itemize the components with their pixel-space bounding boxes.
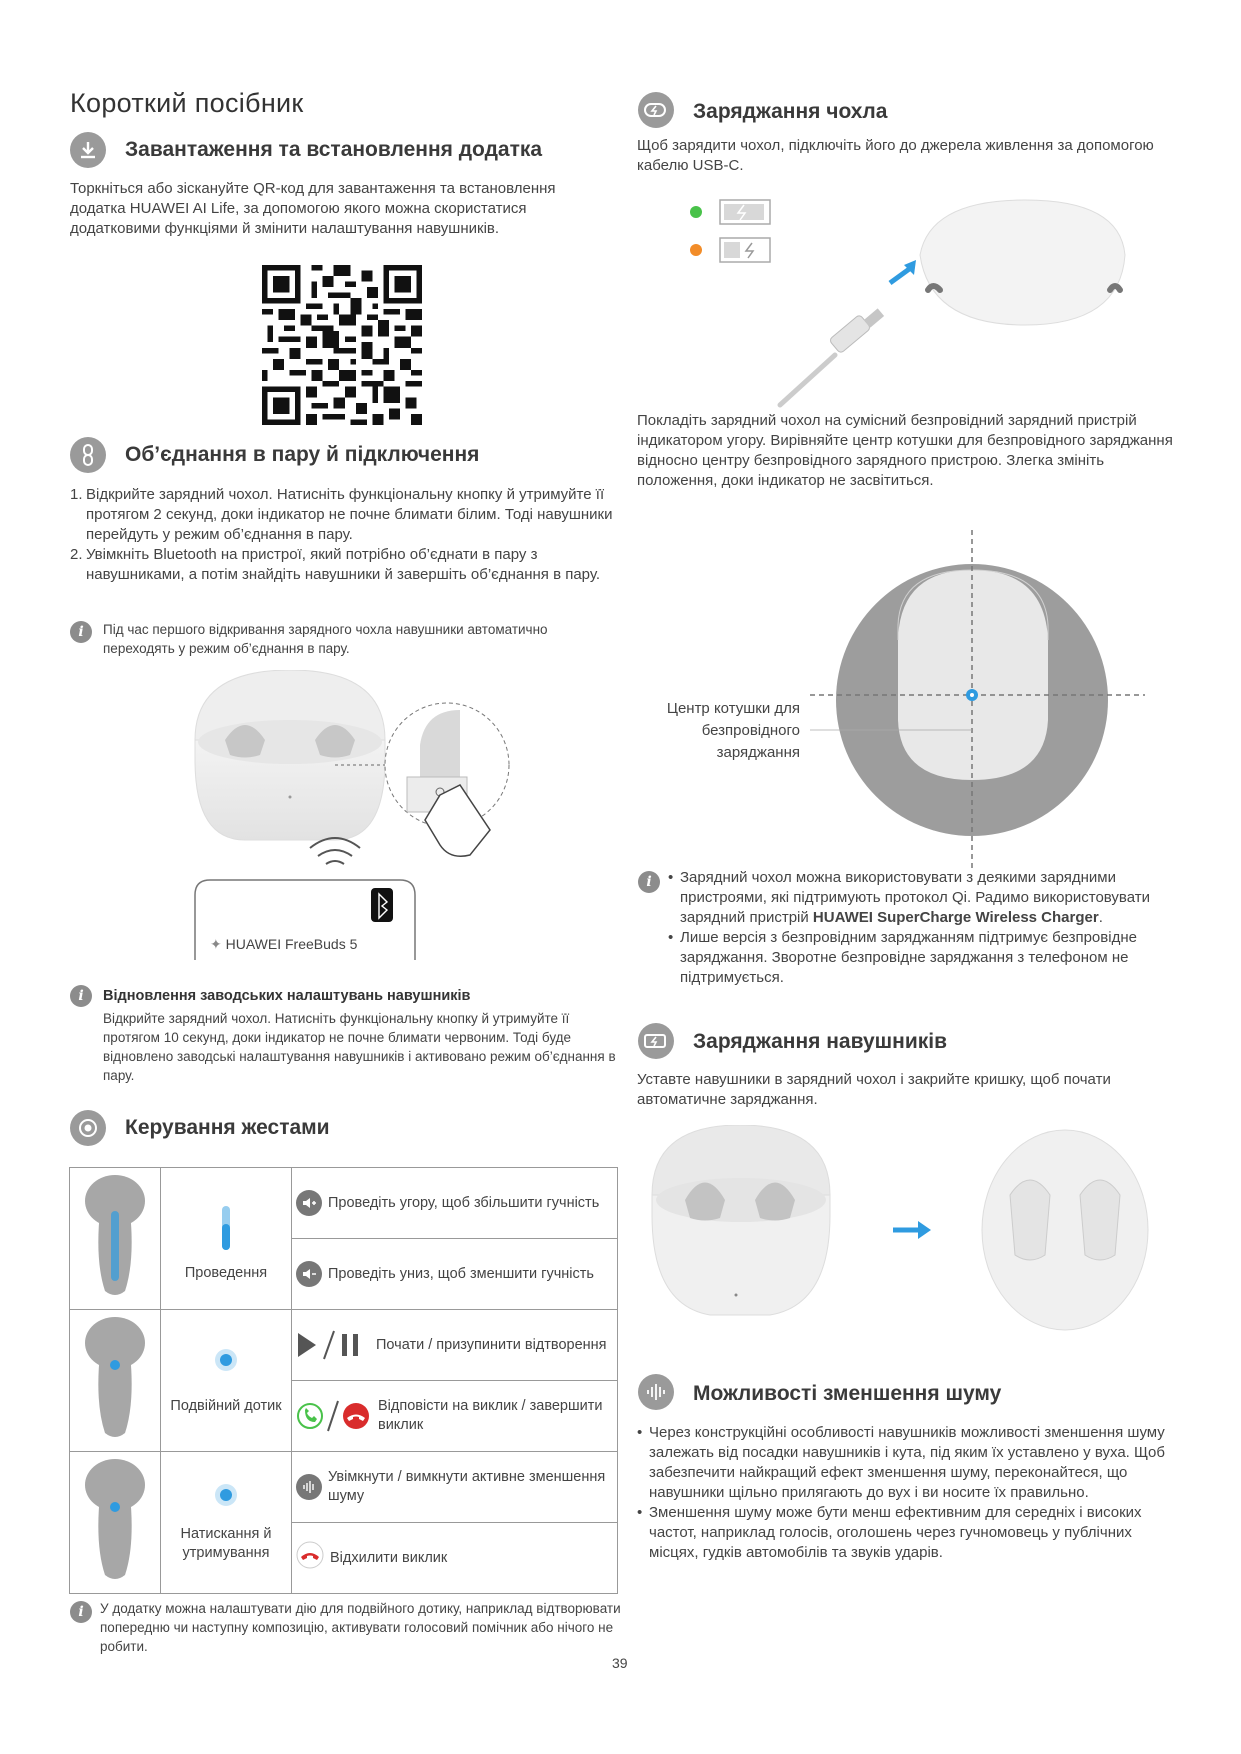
noise-cancel-icon (296, 1474, 322, 1500)
gesture-cell (161, 1310, 292, 1452)
step-text: Увімкніть Bluetooth на пристрої, який потрібно об’єднати в пару з навушниками, а потім знайдіть навушники й завершіть об’єднання в пару. (86, 546, 601, 583)
volume-down-icon (296, 1261, 322, 1287)
qr-code-image[interactable] (262, 265, 422, 425)
pairing-step (70, 545, 622, 585)
note-text: Зарядний чохол можна використовувати з деякими зарядними пристроями, які підтримують протокол Qi. Радимо використовувати зарядний пристрій (680, 869, 1150, 926)
action-label: Проведіть угору, щоб збільшити гучність (328, 1194, 600, 1211)
battery-charging-icon (638, 92, 674, 128)
action-cell (292, 1381, 618, 1452)
pairing-steps (70, 485, 622, 585)
page-title: Короткий посібник (70, 88, 304, 118)
action-cell (292, 1310, 618, 1381)
case-charging-heading: Заряджання чохла (693, 100, 888, 123)
table-row (70, 1168, 618, 1239)
gestures-note: У додатку можна налаштувати дію для подвійного дотику, наприклад відтворювати попередню чи наступну композицію, активувати голосовий помічник або нічого не робити. (100, 1601, 621, 1654)
gesture-label: Подвійний дотик (170, 1398, 282, 1414)
download-text: Торкніться або зіскануйте QR-код для завантаження та встановлення додатка HUAWEI AI Life, за допомогою якого можна скористатися додатковими функціями й змінити налаштування навушників. (70, 180, 556, 237)
pairing-step (70, 485, 622, 545)
download-heading: Завантаження та встановлення додатка (125, 138, 543, 161)
coil-label-line: безпровідного (701, 722, 800, 739)
step-text: Відкрийте зарядний чохол. Натисніть функціональну кнопку й утримуйте її протягом 2 секунд, доки індикатор не почне блимати білим. Тоді навушники перейдуть у режим об’єднання в пару. (86, 486, 613, 543)
coil-label-line: Центр котушки для (666, 700, 800, 717)
note-text: . (1098, 909, 1103, 926)
gesture-label: Натискання й утримування (180, 1526, 272, 1561)
coil-label-line: заряджання (716, 744, 800, 761)
noise-cancel-icon (638, 1374, 674, 1410)
info-icon: i (638, 871, 660, 893)
device-name: HUAWEI FreeBuds 5 (225, 936, 358, 952)
swipe-indicator-icon (161, 1204, 291, 1257)
gestures-heading: Керування жестами (125, 1116, 330, 1139)
gestures-table (69, 1167, 618, 1594)
reset-heading: Відновлення заводських налаштувань навушників (103, 988, 471, 1004)
gesture-icon (70, 1110, 106, 1146)
action-label: Проведіть униз, щоб зменшити гучність (328, 1265, 594, 1282)
gesture-cell (161, 1168, 292, 1310)
note-bullet (668, 868, 1178, 928)
reset-text: Відкрийте зарядний чохол. Натисніть функціональну кнопку й утримуйте її протягом 10 секунд, доки індикатор не почне блимати червоним. Тоді буде відновлено заводські налаштування навушників і активовано режим об’єднання в пару. (103, 1011, 616, 1083)
pairing-note: Під час першого відкривання зарядного чохла навушники автоматично переходять у режим об’єднання в пару. (103, 622, 548, 656)
case-charging-text: Щоб зарядити чохол, підключіть його до джерела живлення за допомогою кабелю USB-C. (637, 137, 1154, 174)
action-label: Почати / призупинити відтворення (376, 1336, 607, 1353)
reject-call-icon (296, 1541, 324, 1575)
double-tap-indicator-icon (161, 1347, 291, 1378)
earbud-hold-image (70, 1452, 161, 1594)
page-number: 39 (612, 1655, 628, 1671)
download-icon (70, 132, 106, 168)
battery-charging-icon (638, 1023, 674, 1059)
action-label: Відповісти на виклик / завершити виклик (378, 1398, 603, 1433)
earbuds-charging-text: Уставте навушники в зарядний чохол і закрийте кришку, щоб почати автоматичне заряджання. (637, 1071, 1111, 1108)
step-number: 1. (70, 486, 83, 503)
earbud-swipe-image (70, 1168, 161, 1310)
action-cell (292, 1523, 618, 1594)
noise-bullet: • Через конструкційні особливості навушників можливості зменшення шуму залежать від посадки навушників і кута, під яким їх уставлено у вуха. Щоб забезпечити найкращий ефект зменшення шуму, переконайтеся, що навушники щільно прилягають до вух і ви носите їх правильно. (637, 1423, 1182, 1503)
wireless-charging-illustration (800, 530, 1145, 870)
action-cell (292, 1168, 618, 1239)
charger-name: HUAWEI SuperCharge Wireless Charger (812, 909, 1099, 926)
noise-bullet: • Зменшення шуму може бути менш ефективним для середніх і високих частот, наприклад голосів, оголошень через гучномовець у публічних місцях, гудків автомобілів та звуків ударів. (637, 1503, 1182, 1563)
answer-end-call-icon (296, 1397, 372, 1435)
note-bullet (668, 928, 1178, 988)
device-name-label[interactable] (210, 936, 357, 953)
step-number: 2. (70, 546, 83, 563)
earbuds-charging-heading: Заряджання навушників (693, 1030, 948, 1053)
noise-bullets (637, 1423, 1182, 1563)
action-label: Увімкнути / вимкнути активне зменшення шуму (328, 1469, 606, 1504)
gesture-cell (161, 1452, 292, 1594)
noise-heading: Можливості зменшення шуму (693, 1382, 1002, 1405)
action-label: Відхилити виклик (330, 1549, 448, 1566)
table-row (70, 1310, 618, 1381)
coil-center-label (630, 698, 800, 764)
gesture-label: Проведення (184, 1265, 268, 1281)
info-icon: i (70, 1601, 92, 1623)
play-pause-icon (296, 1328, 366, 1362)
info-icon: i (70, 985, 92, 1007)
link-icon (70, 437, 106, 473)
earbud-tap-image (70, 1310, 161, 1452)
volume-up-icon (296, 1190, 322, 1216)
wireless-notes (668, 868, 1178, 988)
earbuds-icon: ✦ (210, 936, 222, 952)
action-cell (292, 1239, 618, 1310)
pairing-illustration (185, 670, 520, 960)
hold-indicator-icon (161, 1482, 291, 1513)
earbuds-charging-illustration (650, 1125, 1160, 1335)
wireless-charging-text: Покладіть зарядний чохол на сумісний безпровідний зарядний пристрій індикатором угору. Вирівняйте центр котушки для безпровідного заряджання відносно центру безпровідного зарядного пристрою. Злегка змініть положення, доки індикатор не засвітиться. (637, 412, 1173, 489)
note-text: Лише версія з безпровідним заряджанням підтримує безпровідне заряджання. Зворотне безпровідне заряджання з телефоном не підтримується. (680, 929, 1137, 986)
pairing-heading: Об’єднання в пару й підключення (125, 443, 480, 466)
info-icon: i (70, 621, 92, 643)
table-row (70, 1452, 618, 1523)
action-cell (292, 1452, 618, 1523)
usb-charging-illustration (680, 195, 1130, 415)
